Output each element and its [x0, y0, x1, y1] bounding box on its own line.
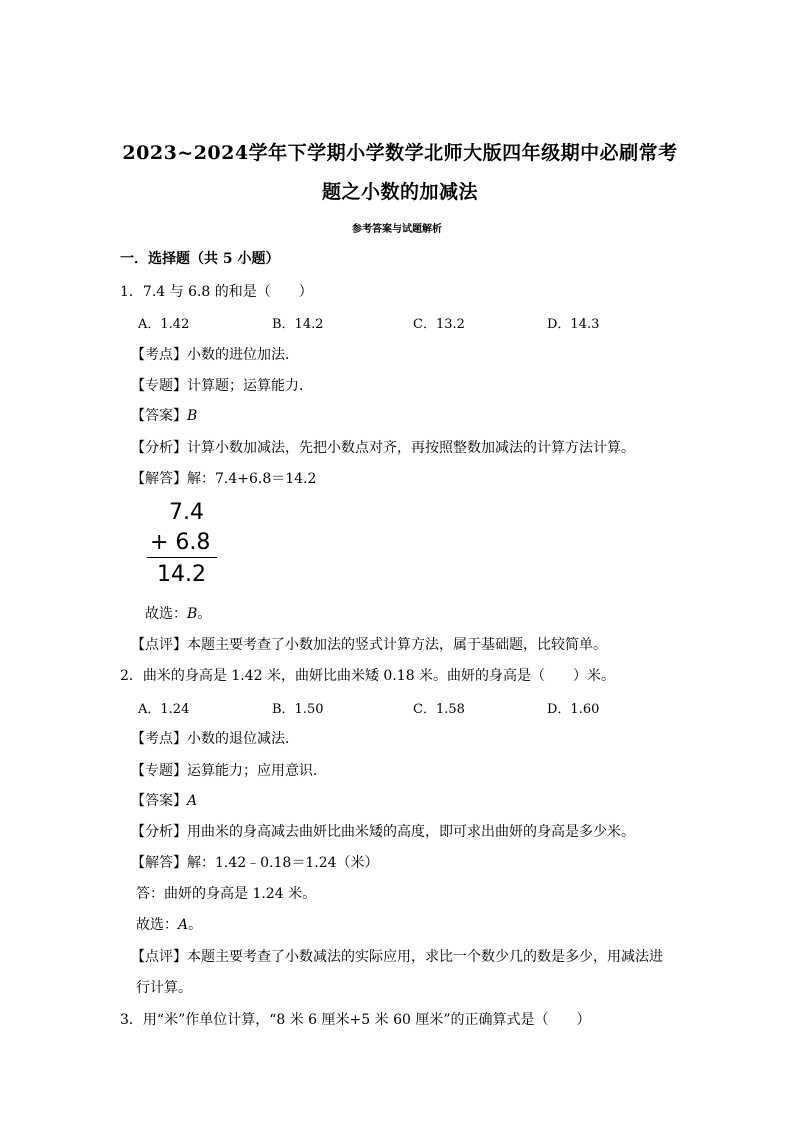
q1-kaodian [131, 344, 299, 364]
q2-stem: 2．曲米的身高是 1.42 米，曲妍比曲米矮 0.18 米。曲妍的身高是（ ）米。 [120, 668, 616, 684]
q2-option-a: A．1.24 [138, 702, 190, 717]
q1-daan-tag: 【答案】 [131, 408, 187, 424]
q1-zhuanti [131, 375, 313, 395]
q2-guxuan-suffix: 。 [188, 917, 203, 933]
q1-fenxi-tag: 【分析】 [131, 440, 187, 456]
q2-option-b: B．1.50 [272, 702, 324, 717]
q1-vertical-top-operand: 7.4 [169, 500, 204, 525]
q2-guxuan-prefix: 故选： [136, 917, 178, 933]
q3-stem: 3．用“米”作单位计算，“8 米 6 厘米+5 米 60 厘米”的正确算式是（ ） [120, 1012, 591, 1028]
q1-kaodian-text: 小数的进位加法． [187, 347, 299, 363]
q2-option-c: C．1.58 [413, 702, 465, 717]
q1-vertical-second-operand: + 6.8 [150, 530, 211, 555]
q1-jieda [131, 468, 316, 488]
q1-jieda-text: 解：7.4+6.8＝14.2 [187, 471, 317, 487]
q1-stem: 1．7.4 与 6.8 的和是（ ） [120, 284, 313, 300]
q1-kaodian-tag: 【考点】 [131, 347, 187, 363]
document-subtitle: 参考答案与试题解析 [352, 224, 442, 235]
q2-jieda-tag: 【解答】 [131, 855, 187, 871]
q2-fenxi-text: 用曲米的身高减去曲妍比曲米矮的高度，即可求出曲妍的身高是多少米。 [187, 824, 635, 840]
q2-zhuanti-text: 运算能力；应用意识． [187, 763, 327, 779]
q1-vertical-result: 14.2 [157, 562, 206, 587]
q1-guxuan-prefix: 故选： [145, 606, 187, 622]
section-heading: 一．选择题（共 5 小题） [120, 251, 280, 267]
q1-option-c: C．13.2 [413, 317, 465, 332]
q2-dianping [131, 946, 663, 966]
q2-dianping-tag: 【点评】 [131, 949, 187, 965]
q2-daan-tag: 【答案】 [131, 793, 187, 809]
q1-jieda-tag: 【解答】 [131, 471, 187, 487]
q2-fenxi [131, 821, 635, 841]
q2-jieda [131, 852, 379, 872]
q2-kaodian-text: 小数的退位减法． [187, 731, 299, 747]
q1-option-a: A．1.42 [138, 317, 190, 332]
q2-dianping-text: 本题主要考查了小数减法的实际应用，求比一个数少几的数是多少，用减法进 [187, 949, 663, 965]
q2-guxuan [136, 914, 202, 934]
q2-daan-text: A [187, 793, 198, 809]
q1-guxuan-suffix: 。 [197, 606, 212, 622]
document-title-line2: 题之小数的加减法 [321, 181, 478, 203]
document-title-line1: 2023~2024学年下学期小学数学北师大版四年级期中必刷常考 [122, 142, 678, 164]
q1-fenxi-text: 计算小数加减法，先把小数点对齐，再按照整数加减法的计算方法计算。 [187, 440, 635, 456]
q2-guxuan-answer: A [178, 917, 189, 933]
q1-guxuan-answer: B [187, 606, 198, 622]
q2-zhuanti [131, 760, 327, 780]
q1-zhuanti-text: 计算题；运算能力． [187, 378, 313, 394]
q1-zhuanti-tag: 【专题】 [131, 378, 187, 394]
q1-dianping-text: 本题主要考查了小数加法的竖式计算方法，属于基础题，比较简单。 [187, 637, 607, 653]
q1-option-d: D．14.3 [547, 317, 600, 332]
q1-fenxi [131, 437, 635, 457]
q2-answer-line: 答：曲妍的身高是 1.24 米。 [136, 886, 317, 902]
q2-option-d: D．1.60 [547, 702, 600, 717]
q2-zhuanti-tag: 【专题】 [131, 763, 187, 779]
q1-dianping [131, 634, 607, 654]
q2-jieda-text: 解：1.42﹣0.18＝1.24（米） [187, 855, 379, 871]
q1-daan-text: B [187, 408, 198, 424]
q1-daan [131, 405, 197, 425]
q1-dianping-tag: 【点评】 [131, 637, 187, 653]
q2-fenxi-tag: 【分析】 [131, 824, 187, 840]
q1-guxuan [145, 603, 211, 623]
q2-kaodian [131, 728, 299, 748]
q2-kaodian-tag: 【考点】 [131, 731, 187, 747]
q2-daan [131, 790, 197, 810]
q1-option-b: B．14.2 [272, 317, 324, 332]
q2-dianping-continued: 行计算。 [136, 980, 192, 996]
q1-vertical-sum-line [147, 557, 217, 558]
